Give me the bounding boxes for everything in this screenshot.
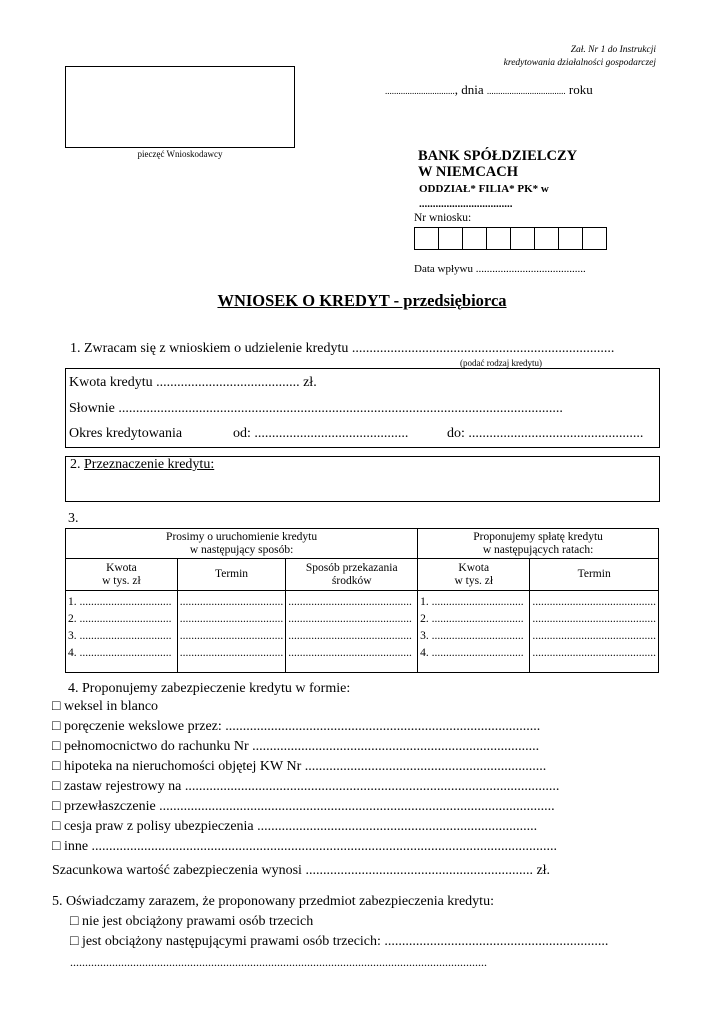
- col-disbursement-amount: [66, 559, 178, 591]
- date-field[interactable]: ...................................: [486, 86, 566, 96]
- bank-name-line1: BANK SPÓŁDZIELCZY: [418, 148, 578, 164]
- collateral-option-other[interactable]: □ inne .....................................................................................................................................: [52, 839, 558, 854]
- declaration-heading: 5. Oświadczamy zarazem, że proponowany przedmiot zabezpieczenia kredytu:: [52, 894, 494, 909]
- application-number-label: Nr wniosku:: [414, 212, 472, 224]
- application-number-cell[interactable]: [415, 228, 439, 249]
- application-number-cells[interactable]: [414, 227, 607, 250]
- date-dnia-label: , dnia: [454, 82, 484, 97]
- col-transfer-method-line1: Sposób przekazania: [305, 561, 398, 574]
- application-number-cell[interactable]: [487, 228, 511, 249]
- col-repayment-date: Termin: [530, 559, 659, 591]
- purpose-label-text: Przeznaczenie kredytu:: [84, 457, 215, 472]
- transfer-method-field[interactable]: ...........................................: [288, 596, 412, 608]
- collateral-option-transfer-of-ownership[interactable]: □ przewłaszczenie .................................................................................................................: [52, 799, 555, 814]
- purpose-number: 2.: [70, 457, 84, 472]
- disbursement-amount-field[interactable]: 1. ................................: [68, 596, 172, 608]
- collateral-option-blank-promissory-note[interactable]: □ weksel in blanco: [52, 699, 159, 714]
- period-from-field[interactable]: od: ............................................: [233, 426, 409, 441]
- repayment-header-line2: w następujących ratach:: [482, 543, 594, 556]
- receipt-date-field[interactable]: Data wpływu ........................................: [414, 263, 586, 275]
- place-field[interactable]: ...............................: [385, 86, 455, 96]
- disbursement-amount-field[interactable]: 3. ................................: [68, 630, 172, 642]
- collateral-option-mortgage[interactable]: □ hipoteka na nieruchomości objętej KW Nr .....................................................................: [52, 759, 547, 774]
- amount-in-words-field[interactable]: Słownie ...............................................................................................................................: [69, 401, 563, 416]
- bank-branch-field[interactable]: ..................................: [419, 198, 513, 210]
- repayment-amount-field[interactable]: 1. ................................: [420, 596, 524, 608]
- repayment-amount-cells: [418, 591, 530, 673]
- bank-name-line2: W NIEMCACH: [418, 164, 519, 180]
- declaration-option-encumbered[interactable]: □ jest obciążony następującymi prawami osób trzecich: ................................................................: [70, 934, 609, 949]
- transfer-method-field[interactable]: ...........................................: [288, 613, 412, 625]
- credit-type-field[interactable]: 1. Zwracam się z wnioskiem o udzielenie kredytu ...........................................................................: [70, 341, 615, 356]
- disbursement-date-field[interactable]: ....................................: [179, 647, 284, 659]
- declaration-option-unencumbered[interactable]: □ nie jest obciążony prawami osób trzecich: [70, 914, 314, 929]
- transfer-method-cells: [286, 591, 418, 673]
- attachment-note-line2: kredytowania działalności gospodarczej: [503, 58, 656, 68]
- application-number-cell[interactable]: [511, 228, 535, 249]
- col-transfer-method-line2: środków: [331, 574, 372, 587]
- col-disbursement-amount-line1: Kwota: [106, 561, 137, 574]
- application-number-cell[interactable]: [535, 228, 559, 249]
- purpose-label: [70, 457, 214, 473]
- col-repayment-amount: [418, 559, 530, 591]
- disbursement-amount-cells: [66, 591, 178, 673]
- transfer-method-field[interactable]: ...........................................: [288, 647, 412, 659]
- repayment-header: [418, 529, 659, 559]
- collateral-option-promissory-guarantee[interactable]: □ poręczenie wekslowe przez: ..........................................................................................: [52, 719, 541, 734]
- repayment-amount-field[interactable]: 2. ................................: [420, 613, 524, 625]
- collateral-option-registered-pledge[interactable]: □ zastaw rejestrowy na ...........................................................................................................: [52, 779, 560, 794]
- application-number-cell[interactable]: [463, 228, 487, 249]
- applicant-stamp-caption: pieczęć Wnioskodawcy: [137, 149, 223, 159]
- bank-name: [418, 148, 577, 180]
- bank-branch-label: ODDZIAŁ* FILIA* PK* w: [419, 183, 549, 195]
- period-to-field[interactable]: do: ..................................................: [447, 426, 644, 441]
- repayment-amount-field[interactable]: 3. ................................: [420, 630, 524, 642]
- repayment-date-field[interactable]: ...........................................: [532, 596, 656, 608]
- applicant-stamp-box[interactable]: [65, 66, 295, 148]
- collateral-heading: 4. Proponujemy zabezpieczenie kredytu w formie:: [68, 681, 351, 696]
- application-number-cell[interactable]: [583, 228, 606, 249]
- page-title: WNIOSEK O KREDYT - przedsiębiorca: [217, 291, 507, 310]
- disbursement-amount-field[interactable]: 4. ................................: [68, 647, 172, 659]
- disbursement-amount-field[interactable]: 2. ................................: [68, 613, 172, 625]
- col-repayment-amount-line1: Kwota: [458, 561, 490, 574]
- repayment-date-field[interactable]: ...........................................: [532, 630, 656, 642]
- application-number-cell[interactable]: [559, 228, 583, 249]
- disbursement-header-line2: w następujący sposób:: [189, 543, 294, 556]
- application-number-cell[interactable]: [439, 228, 463, 249]
- section3-number: 3.: [68, 511, 79, 526]
- repayment-header-line1: Proponujemy spłatę kredytu: [473, 530, 603, 543]
- disbursement-header: [66, 529, 418, 559]
- collateral-option-insurance-assignment[interactable]: □ cesja praw z polisy ubezpieczenia ................................................................................: [52, 819, 538, 834]
- disbursement-repayment-table: [65, 528, 659, 673]
- date-line: [385, 82, 593, 98]
- attachment-note: [504, 44, 656, 70]
- encumbrance-details-field[interactable]: ...........................................................................................................................................: [70, 955, 487, 969]
- disbursement-header-line1: Prosimy o uruchomienie kredytu: [166, 530, 318, 543]
- disbursement-date-field[interactable]: ....................................: [179, 630, 284, 642]
- date-roku-label: roku: [568, 82, 593, 97]
- disbursement-date-field[interactable]: ....................................: [179, 596, 284, 608]
- col-repayment-amount-line2: w tys. zł: [454, 574, 494, 587]
- disbursement-date-field[interactable]: ....................................: [179, 613, 284, 625]
- col-transfer-method: [286, 559, 418, 591]
- collateral-option-account-power-of-attorney[interactable]: □ pełnomocnictwo do rachunku Nr ..................................................................................: [52, 739, 540, 754]
- transfer-method-field[interactable]: ...........................................: [288, 630, 412, 642]
- bank-branch: [419, 182, 549, 212]
- repayment-date-cells: [530, 591, 659, 673]
- attachment-note-line1: Zał. Nr 1 do Instrukcji: [570, 45, 656, 55]
- disbursement-date-cells: [177, 591, 286, 673]
- col-disbursement-amount-line2: w tys. zł: [102, 574, 141, 587]
- repayment-date-field[interactable]: ...........................................: [532, 613, 656, 625]
- credit-type-hint: (podać rodzaj kredytu): [460, 358, 542, 368]
- credit-amount-field[interactable]: Kwota kredytu ......................................... zł.: [69, 375, 317, 390]
- repayment-amount-field[interactable]: 4. ................................: [420, 647, 524, 659]
- credit-period-label: Okres kredytowania: [69, 426, 183, 441]
- col-disbursement-date: Termin: [177, 559, 286, 591]
- collateral-value-field[interactable]: Szacunkowa wartość zabezpieczenia wynosi ................................................................. zł.: [52, 863, 551, 878]
- repayment-date-field[interactable]: ...........................................: [532, 647, 656, 659]
